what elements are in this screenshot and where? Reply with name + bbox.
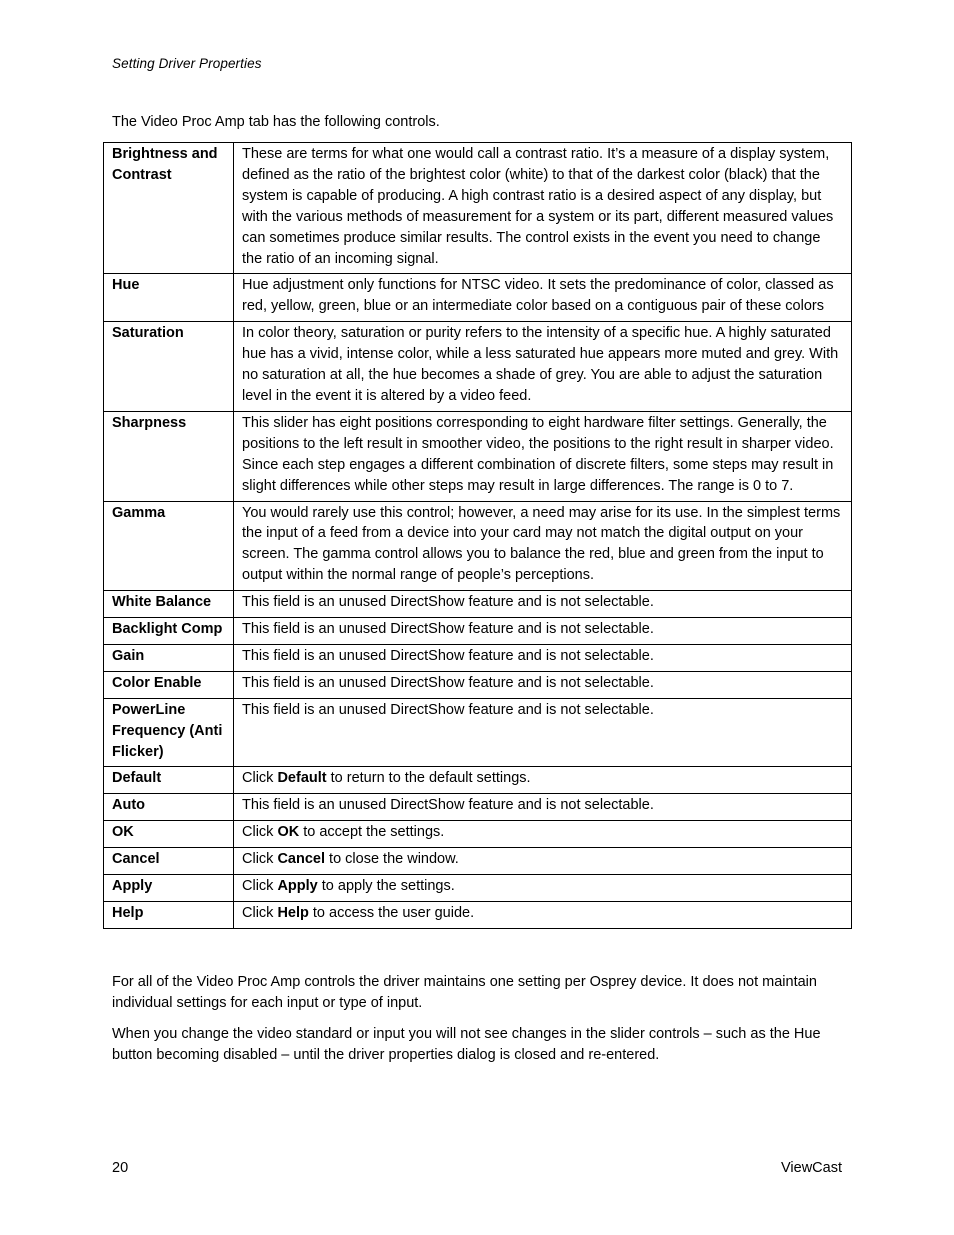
running-header: Setting Driver Properties [112,56,262,71]
control-description: This field is an unused DirectShow feature and is not selectable. [234,698,852,767]
table-row [104,698,852,767]
desc-suffix: to apply the settings. [317,878,455,895]
control-term: Sharpness [104,411,234,501]
desc-suffix: to return to the default settings. [326,770,531,787]
table-row [104,875,852,902]
control-term: Saturation [104,322,234,412]
control-term: Default [104,767,234,794]
desc-prefix: Click [242,824,278,841]
control-term: Apply [104,875,234,902]
control-description: This field is an unused DirectShow feature and is not selectable. [234,644,852,671]
control-term: Help [104,902,234,929]
control-description: This field is an unused DirectShow feature and is not selectable. [234,794,852,821]
control-description [234,821,852,848]
table-row [104,767,852,794]
desc-suffix: to close the window. [325,851,459,868]
desc-keyword: Cancel [277,851,326,868]
desc-suffix: to accept the settings. [299,824,445,841]
table-row [104,618,852,645]
table-row [104,411,852,501]
control-description: This field is an unused DirectShow feature and is not selectable. [234,671,852,698]
table-row [104,821,852,848]
control-term: Backlight Comp [104,618,234,645]
table-row [104,591,852,618]
control-description: Hue adjustment only functions for NTSC video. It sets the predominance of color, classed as red, yellow, green, blue or an intermediate color based on a contiguous pair of these colors [234,274,852,322]
desc-keyword: OK [277,824,300,841]
desc-prefix: Click [242,770,278,787]
control-term: Hue [104,274,234,322]
table-row [104,848,852,875]
body-paragraph: For all of the Video Proc Amp controls the driver maintains one setting per Osprey device. It does not maintain individual settings for each input or type of input. [112,974,817,1011]
desc-prefix: Click [242,851,278,868]
control-term: Color Enable [104,671,234,698]
control-description: You would rarely use this control; however, a need may arise for its use. In the simplest terms the input of a feed from a device into your card may not match the digital output on your screen. The gamma control allows you to balance the red, blue and green from the input to output within the normal range of people’s perceptions. [234,501,852,591]
table-row [104,143,852,274]
control-term: White Balance [104,591,234,618]
footer-brand: ViewCast [781,1160,842,1176]
page-number: 20 [112,1160,129,1176]
control-term: Gamma [104,501,234,591]
desc-prefix: Click [242,878,278,895]
control-term: OK [104,821,234,848]
table-row [104,644,852,671]
desc-keyword: Default [277,770,327,787]
desc-keyword: Apply [277,878,318,895]
table-row [104,274,852,322]
table-row [104,501,852,591]
control-description [234,875,852,902]
intro-text: The Video Proc Amp tab has the following controls. [112,114,440,130]
control-description [234,848,852,875]
control-term: Brightness and Contrast [104,143,234,274]
table-row [104,671,852,698]
control-description: This slider has eight positions corresponding to eight hardware filter settings. Generally, the positions to the left result in smoother video, the positions to the right result in sharper video. Since each step engages a different combination of discrete filters, some steps may result in slight differences while other steps may result in large differences. The range is 0 to 7. [234,411,852,501]
control-term: Gain [104,644,234,671]
desc-suffix: to access the user guide. [308,905,475,921]
body-paragraph: When you change the video standard or input you will not see changes in the slider controls – such as the Hue button becoming disabled – until the driver properties dialog is closed and re-entered. [112,1026,821,1063]
control-description: In color theory, saturation or purity refers to the intensity of a specific hue. A highly saturated hue has a vivid, intense color, while a less saturated hue appears more muted and grey. With no saturation at all, the hue becomes a shade of grey. You are able to adjust the saturation level in the event it is altered by a video feed. [234,322,852,412]
desc-prefix: Click [242,905,278,921]
controls-table [103,142,852,929]
table-row [104,794,852,821]
desc-keyword: Help [277,905,309,921]
control-term: PowerLine Frequency (Anti Flicker) [104,698,234,767]
control-description: These are terms for what one would call a contrast ratio. It’s a measure of a display system, defined as the ratio of the brightest color (white) to that of the darkest color (black) that the system is capable of producing. A high contrast ratio is a desired aspect of any display, but with the various methods of measurement for a system or its part, different measured values can sometimes produce similar results. The control exists in the event you need to change the ratio of an incoming signal. [234,143,852,274]
control-description: This field is an unused DirectShow feature and is not selectable. [234,591,852,618]
control-term: Cancel [104,848,234,875]
table-row [104,902,852,929]
table-row [104,322,852,412]
control-description: This field is an unused DirectShow feature and is not selectable. [234,618,852,645]
control-term: Auto [104,794,234,821]
control-description [234,767,852,794]
control-description [234,902,852,929]
